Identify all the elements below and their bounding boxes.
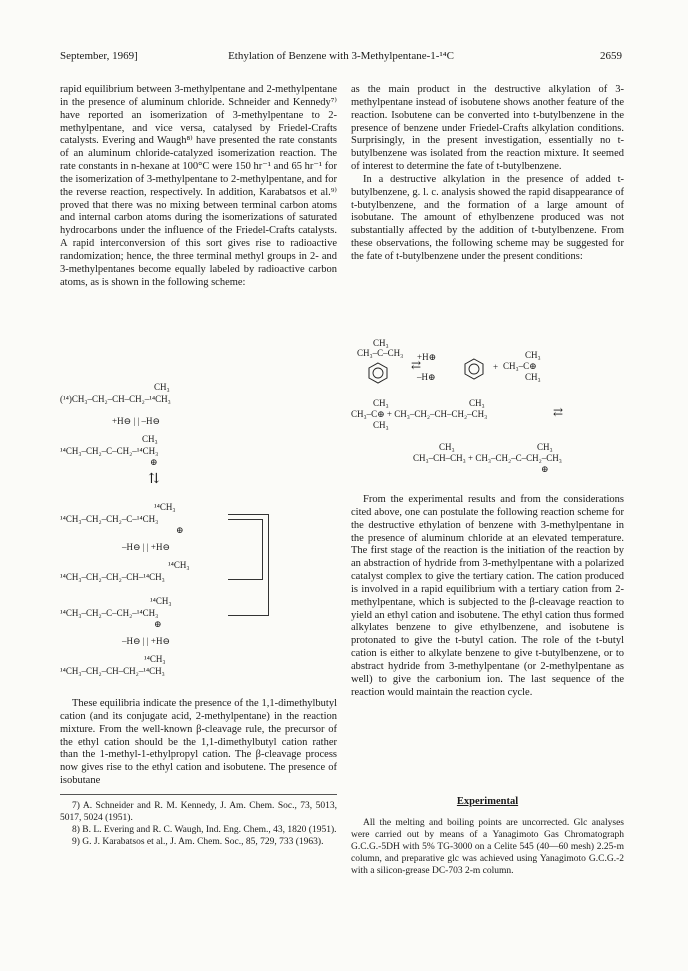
r3-top-1: CH₃	[439, 442, 455, 452]
r1-arrow-top: +H⊕	[417, 352, 437, 362]
right-paragraph-1: as the main product in the destructive alkylation of 3-methylpentane instead of isobutene shows another feature of the reaction. Isobutene can be converted into t-butylbenzene in the presence of benzene under Friedel-Crafts alkylation conditions. Surprisingly, in the present investigation, essentially no t-butylbenzene was isolated from the reaction mixture. It seemed of interest to determine the fate of t-butylbenzene.	[351, 84, 624, 173]
benzene-ring-icon	[367, 362, 389, 384]
r2-equilibrium-arrow: ⇄	[553, 405, 564, 419]
experimental-text	[351, 817, 624, 877]
r2-top: CH₃	[373, 398, 389, 408]
bracket-outer	[228, 514, 269, 616]
s2-top: CH₃	[142, 434, 158, 444]
section-heading-experimental: Experimental	[456, 796, 519, 807]
r2-bottom: CH₃	[373, 420, 389, 430]
left-paragraph-2: These equilibria indicate the presence of the 1,1-dimethylbutyl cation (and its conjugate acid, 2-methylpentane) in the reaction mixture. From the well-known β-cleavage rule, the precursor of the ethyl cation should be the 1,1-dimethylbutyl cation rather than the 1-methyl-1-ethylpropyl cation. The β-cleavage process now gives rise to the ethyl cation and isobutene. The presence of isobutane	[60, 698, 337, 787]
benzene-ring-icon	[463, 358, 485, 380]
footnote-7: 7) A. Schneider and R. M. Kennedy, J. Am. Chem. Soc., 73, 5013, 5017, 5024 (1951).	[60, 801, 337, 823]
footnote-9: 9) G. J. Karabatsos et al., J. Am. Chem. Soc., 85, 729, 733 (1963).	[72, 837, 324, 847]
s5-bottom: ⊕	[154, 619, 162, 629]
s1-top: CH₃	[154, 382, 170, 392]
s1-formula: (¹⁴)CH₃–CH₂–CH–CH₂–¹⁴CH₃	[60, 394, 171, 404]
r1-top: CH₃	[373, 338, 389, 348]
r1-arrow-bottom: –H⊕	[417, 372, 436, 382]
r1-equilibrium-arrow: ⇄	[411, 358, 422, 372]
r1-product-bottom: CH₃	[525, 372, 541, 382]
left-column-top	[60, 84, 337, 290]
header-title: Ethylation of Benzene with 3-Methylpentane-1-¹⁴C	[228, 50, 454, 62]
tbutyl-scheme	[351, 338, 624, 488]
isomerization-scheme	[60, 382, 337, 722]
s3-formula: ¹⁴CH₃–CH₂–CH₂–C–¹⁴CH₃	[60, 514, 159, 524]
running-header	[60, 50, 622, 66]
r3-top-2: CH₃	[537, 442, 553, 452]
r1-formula: CH₃–C–CH₃	[357, 348, 404, 358]
r1-product: CH₃–C⊕	[503, 361, 537, 371]
r3-formula: CH₃–CH–CH₃ + CH₃–CH₂–C–CH₂–CH₃	[413, 453, 562, 463]
s6-top: ¹⁴CH₃	[144, 654, 166, 664]
footnote-rule	[60, 794, 337, 795]
s4-formula: ¹⁴CH₃–CH₂–CH₂–CH–¹⁴CH₃	[60, 572, 165, 582]
arrow-3: –H⊖ | | +H⊖	[122, 542, 171, 552]
s5-formula: ¹⁴CH₃–CH₂–C–CH₂–¹⁴CH₃	[60, 608, 159, 618]
footnotes	[60, 800, 337, 848]
s5-top: ¹⁴CH₃	[150, 596, 172, 606]
arrow-5: –H⊖ | | +H⊖	[122, 636, 171, 646]
r1-plus: +	[493, 362, 499, 372]
s3-bottom: ⊕	[176, 525, 184, 535]
s2-bottom: ⊕	[150, 457, 158, 467]
r2-formula: CH₃–C⊕ + CH₃–CH₂–CH–CH₂–CH₃	[351, 409, 488, 419]
arrow-1: +H⊖ | | –H⊖	[112, 416, 161, 426]
right-column-top	[351, 84, 624, 264]
page-number: 2659	[600, 50, 622, 62]
header-date: September, 1969]	[60, 50, 138, 62]
left-paragraph-1: rapid equilibrium between 3-methylpentane and 2-methylpentane in the presence of aluminum chloride. Schneider and Kennedy⁷⁾ have reported an isomerization of 3-methylpentane to 2-methylpentane, and vice versa, catalysed by Friedel-Crafts catalysts. Evering and Waugh⁸⁾ have presented the rate constants of an aluminum chloride-catalyzed isomerization reaction. The rate constants in n-hexane at 100°C were 150 hr⁻¹ and 65 hr⁻¹ for the isomerization of 3-methylpentane to 2-methylpentane, and for the reverse reaction, respectively. In addition, Karabatsos et al.⁹⁾ proved that there was no mixing between terminal carbon atoms and internal carbon atoms during the isomerizations of saturated hydrocarbons under the influence of the Friedel-Crafts catalysts. A rapid interconversion of this sort gives rise to radioactive randomization; hence, the three terminal methyl groups in 2- and 3-methylpentanes become equally labeled by radioactive carbon atoms, as is shown in the following scheme:	[60, 84, 337, 288]
r2-top-2: CH₃	[469, 398, 485, 408]
right-column-bottom	[351, 494, 624, 700]
s3-top: ¹⁴CH₃	[154, 502, 176, 512]
r1-product-top: CH₃	[525, 350, 541, 360]
s2-formula: ¹⁴CH₃–CH₂–C–CH₂–¹⁴CH₃	[60, 446, 159, 456]
right-paragraph-3: From the experimental results and from the considerations cited above, one can postulate the following reaction scheme for the destructive ethylation of benzene with 3-methylpentane in the presence of aluminum chloride at an elevated temperature. The first stage of the reaction is the initiation of the reaction by an abstraction of hydride from 3-methylpentane with a polarized catalyst complex to give the tertiary cation. The cation produced is involved in a rapid equilibrium with a tertiary cation from 2-methylpentane, which is subjected to the β-cleavage reaction to yield an ethyl cation and isobutene. The ethyl cation thus formed alkylates benzene to give ethylbenzene, and isobutene is protonated to give the t-butyl cation. The role of the t-butyl cation is either to alkylate benzene to give t-butylbenzene, or to abstract hydride from 3-methylpentane (or 2-methylpentane as well) to give the carbonium ion. The last sequence of the reaction would maintain the reaction cycle.	[351, 494, 624, 698]
equilibrium-arrow: ⇅	[148, 472, 160, 487]
s6-formula: ¹⁴CH₃–CH₂–CH–CH₂–¹⁴CH₃	[60, 666, 165, 676]
r3-bottom: ⊕	[541, 464, 549, 474]
experimental-paragraph: All the melting and boiling points are uncorrected. Glc analyses were carried out by means of a Yanagimoto Gas Chromatograph G.C.G.-5DH with 5% TG-3000 on a Celite 545 (40—60 mesh) 2.25-m column, and preparative glc was achieved using Yanagimoto G.C.G.-2 with a silicon-grease DC-703 2-m column.	[351, 818, 624, 876]
footnote-8: 8) B. L. Evering and R. C. Waugh, Ind. Eng. Chem., 43, 1820 (1951).	[72, 825, 337, 835]
right-paragraph-2: In a destructive alkylation in the presence of added t-butylbenzene, g. l. c. analysis showed the rapid disappearance of t-butylbenzene, and the formation of a large amount of isobutane. The amount of ethylbenzene produced was not substantially affected by the addition of t-butylbenzene. From these observations, the following scheme may be suggested for the fate of t-butylbenzene under the present conditions:	[351, 173, 624, 262]
s4-top: ¹⁴CH₃	[168, 560, 190, 570]
left-column-bottom	[60, 698, 337, 788]
